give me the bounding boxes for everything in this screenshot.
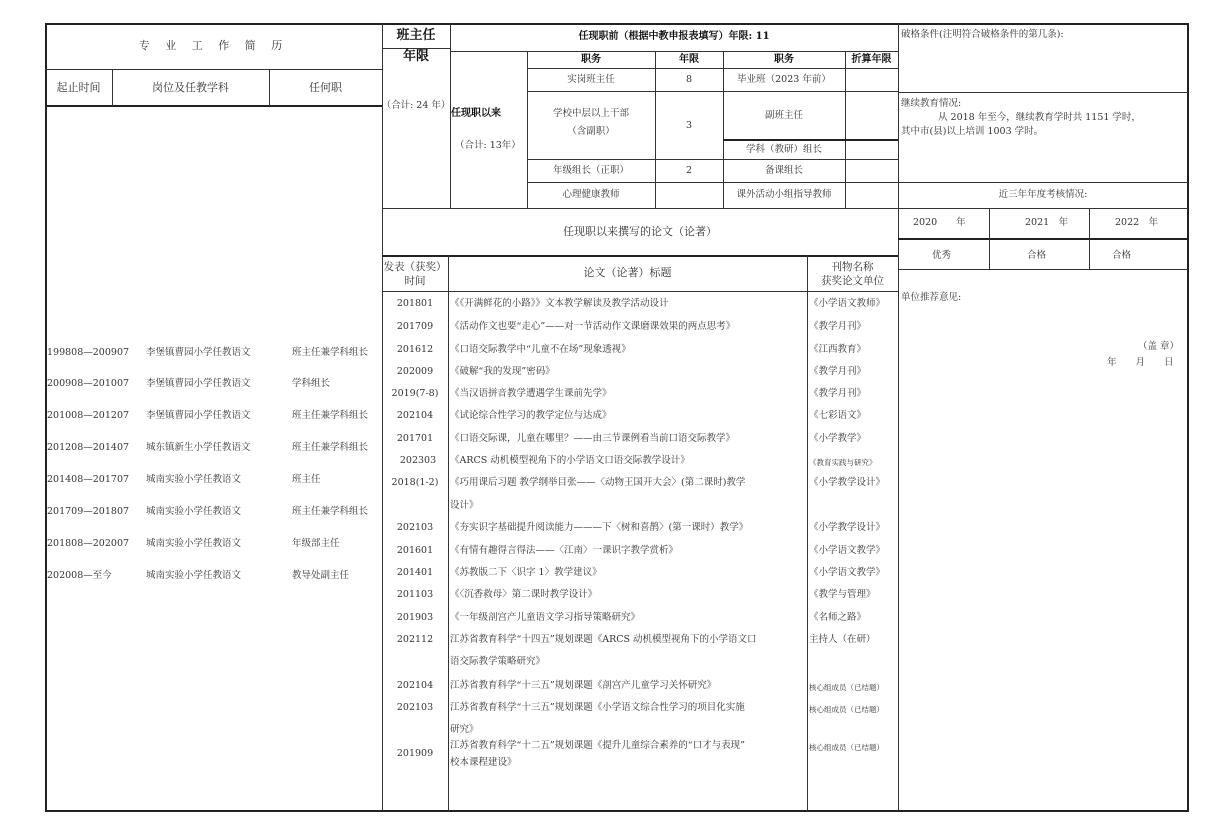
paper-journal: 《小学教学》 (809, 433, 867, 444)
paper-title: 《巧用课后习题 教学纲举目张——〈动物王国开大会〉(第二课时)教学 (450, 477, 746, 488)
paper-title: 《破解“我的发现”密码》 (450, 366, 555, 377)
paper-time: 202303 (399, 455, 437, 466)
history-post: 城南实验小学任教语文 (146, 474, 242, 485)
paper-time: 201601 (396, 545, 434, 556)
paper-journal: 《小学教学设计》 (809, 477, 886, 488)
assessment-year: 2022 年 (1115, 217, 1159, 228)
papers-header-time-2: 时间 (404, 275, 426, 287)
history-period: 201208—201407 (47, 442, 130, 453)
history-post: 城东镇新生小学任教语文 (146, 442, 251, 453)
history-post: 李堡镇曹园小学任教语文 (146, 410, 251, 421)
history-post: 城南实验小学任教语文 (146, 506, 242, 517)
paper-title: 江苏省教育科学“十三五”规划课题《小学语文综合性学习的项目化实施 (450, 702, 745, 713)
history-period: 201008—201207 (47, 410, 130, 421)
paper-title-cont: 校本课程建设》 (450, 757, 517, 768)
paper-time: 202104 (396, 410, 434, 421)
paper-journal: 核心组成员（已结题） (809, 705, 884, 714)
history-period: 202008—至今 (47, 570, 112, 581)
history-role: 班主任兼学科组长 (292, 347, 369, 358)
history-post: 城南实验小学任教语文 (146, 570, 242, 581)
paper-time: 202009 (396, 366, 434, 377)
paper-time: 2019(7-8) (391, 388, 439, 399)
paper-title: 《活动作文也要“走心”——对一节活动作文课磨课效果的两点思考》 (450, 321, 736, 332)
paper-time: 201909 (396, 748, 434, 759)
divider (898, 238, 1188, 240)
years-label: 年限 (402, 49, 429, 64)
frame-bottom (45, 810, 1189, 812)
divider (898, 269, 1188, 270)
divider (382, 255, 898, 257)
paper-journal: 《教学与管理》 (809, 589, 876, 600)
paper-title: 《口语交际课，儿童在哪里？——由三节课例看当前口语交际教学》 (450, 433, 736, 444)
paper-title-cont: 设计》 (450, 500, 479, 511)
divider (527, 182, 898, 183)
duty-name: 实岗班主任 (567, 74, 615, 85)
continuing-education-hours: 从 2018 年至今，继续教育学时共 1151 学时， (938, 112, 1141, 123)
duty2-name: 学科（教研）组长 (745, 144, 822, 155)
frame-right (1187, 23, 1189, 811)
since-current-label: 任现职以来 (451, 108, 501, 119)
paper-journal: 《小学语文教学》 (809, 567, 886, 578)
paper-journal: 主持人（在研） (809, 634, 876, 645)
col-header-duty: 职务 (581, 54, 601, 65)
paper-journal: 《名师之路》 (809, 612, 867, 623)
class-teacher-total: （合计: 24 年） (381, 100, 451, 111)
paper-time: 201103 (396, 589, 434, 600)
assessment-result: 优秀 (932, 250, 952, 261)
col-header-duty2: 职务 (774, 54, 794, 65)
divider (448, 255, 449, 811)
paper-journal: 《七彩语文》 (809, 410, 867, 421)
paper-journal: 《教学月刊》 (809, 388, 867, 399)
divider (989, 208, 990, 270)
continuing-education-training: 其中市(县)以上培训 1003 学时。 (901, 126, 1044, 137)
history-role: 教导处副主任 (292, 570, 350, 581)
paper-journal: 《小学语文教学》 (809, 545, 886, 556)
header-post: 岗位及任教学科 (152, 81, 229, 94)
work-history-title: 专 业 工 作 简 历 (138, 39, 289, 52)
paper-time: 201401 (396, 567, 434, 578)
paper-title: 《当汉语拼音教学遭遇学生课前先学》 (450, 388, 612, 399)
assessment-result: 合格 (1112, 250, 1132, 261)
duty-name: 学校中层以上干部 (552, 108, 629, 119)
history-post: 李堡镇曹园小学任教语文 (146, 378, 251, 389)
continuing-education-label: 继续教育情况: (901, 98, 962, 109)
history-post: 城南实验小学任教语文 (146, 538, 242, 549)
seal-label: （盖 章） (1138, 341, 1180, 352)
history-post: 李堡镇曹园小学任教语文 (146, 347, 251, 358)
divider (898, 208, 1188, 209)
history-role: 年级部主任 (292, 538, 340, 549)
paper-time: 201709 (396, 321, 434, 332)
paper-journal: 核心组成员（已结题） (809, 743, 884, 752)
divider (898, 92, 1188, 93)
paper-title: 江苏省教育科学“十三五”规划课题《剖宫产儿童学习关怀研究》 (450, 680, 717, 691)
divider (382, 291, 898, 292)
paper-title-cont: 语交际教学策略研究》 (450, 656, 546, 667)
divider (807, 255, 808, 811)
paper-title: 江苏省教育科学“十四五”规划课题《ARCS 动机模型视角下的小学语文口 (450, 634, 757, 645)
paper-journal: 《江西教育》 (809, 344, 867, 355)
paper-title: 《ARCS 动机模型视角下的小学语文口语交际教学设计》 (450, 455, 690, 466)
date-label: 年 月 日 (1107, 357, 1174, 368)
divider (527, 91, 898, 92)
divider (527, 159, 898, 160)
duty2-name: 备课组长 (764, 165, 803, 176)
exception-conditions-label: 破格条件(注明符合破格条件的第几条): (901, 29, 1064, 40)
paper-title: 《〈沉香救母〉第二课时教学设计》 (450, 589, 598, 600)
divider (45, 69, 382, 70)
paper-time: 201701 (396, 433, 434, 444)
paper-time: 2018(1-2) (391, 477, 439, 488)
duty-name: 心理健康教师 (562, 189, 620, 200)
assessment-result: 合格 (1027, 250, 1047, 261)
paper-journal: 《小学语文教师》 (809, 298, 886, 309)
assessment-year: 2021 年 (1025, 217, 1069, 228)
divider (723, 139, 898, 141)
divider (382, 208, 898, 209)
duty-name-sub: （含副职） (567, 126, 615, 137)
duty-years: 2 (685, 165, 693, 176)
col-header-converted: 折算年限 (851, 54, 892, 65)
paper-title: 《有情有趣得言得法——〈江南〉一课识字教学赏析》 (450, 545, 679, 556)
paper-journal: 《教学月刊》 (809, 366, 867, 377)
paper-time: 202112 (396, 634, 434, 645)
paper-title: 《苏教版二下〈识字 1〉教学建议》 (450, 567, 602, 578)
papers-title: 任现职以来撰写的论文（论著） (563, 225, 717, 238)
paper-journal: 《教育实践与研究》 (809, 458, 877, 467)
paper-time: 201612 (396, 344, 434, 355)
paper-journal: 《教学月刊》 (809, 321, 867, 332)
paper-journal: 核心组成员（已结题） (809, 683, 884, 692)
divider (898, 23, 899, 811)
assessment-title: 近三年年度考核情况: (998, 189, 1088, 200)
history-period: 200908—201007 (47, 378, 130, 389)
frame-top (45, 23, 1189, 25)
history-role: 学科组长 (292, 378, 331, 389)
paper-title: 江苏省教育科学“十二五”规划课题《提升儿童综合素养的“口才与表现” (450, 740, 745, 751)
papers-header-time: 发表（获奖） (383, 261, 447, 273)
history-period: 201709—201807 (47, 506, 130, 517)
history-period: 201808—202007 (47, 538, 130, 549)
history-period: 201408—201707 (47, 474, 130, 485)
header-role: 任何职 (309, 81, 342, 94)
history-role: 班主任 (292, 474, 321, 485)
divider (450, 51, 898, 52)
class-teacher-label: 班主任 (396, 28, 436, 43)
history-role: 班主任兼学科组长 (292, 442, 369, 453)
paper-title: 《夯实识字基础提升阅读能力———下〈树和喜鹊〉(第一课时）教学》 (450, 522, 749, 533)
col-header-years: 年限 (679, 54, 699, 65)
before-current-title: 任现职前（根据中教申报表填写）年限: 11 (578, 31, 770, 42)
paper-time: 202103 (396, 522, 434, 533)
duty2-name: 副班主任 (764, 110, 803, 121)
papers-header-journal: 刊物名称 (831, 261, 874, 273)
paper-title: 《《开满鲜花的小路》》文本教学解读及教学活动设计 (450, 298, 669, 309)
paper-journal: 《小学教学设计》 (809, 522, 886, 533)
duty-name: 年级组长（正职） (552, 165, 629, 176)
duty2-name: 毕业班（2023 年前） (737, 74, 831, 85)
duty-years: 8 (685, 74, 693, 85)
paper-title-cont: 研究》 (450, 724, 479, 735)
history-role: 班主任兼学科组长 (292, 410, 369, 421)
paper-title: 《试论综合性学习的教学定位与达成》 (450, 410, 612, 421)
paper-time: 202104 (396, 680, 434, 691)
duty2-name: 课外活动小组指导教师 (736, 189, 832, 200)
paper-time: 201903 (396, 612, 434, 623)
paper-time: 202103 (396, 702, 434, 713)
papers-header-title: 论文（论著）标题 (583, 266, 672, 279)
assessment-year: 2020 年 (913, 217, 966, 228)
paper-title: 《一年级剖宫产儿童语文学习指导策略研究》 (450, 612, 641, 623)
since-current-total: （合计: 13年） (455, 140, 521, 151)
papers-header-journal-2: 获奖论文单位 (821, 275, 884, 287)
history-period: 199808—200907 (47, 347, 130, 358)
divider (845, 51, 846, 208)
paper-time: 201801 (396, 298, 434, 309)
paper-title: 《口语交际教学中“儿童不在场”现象透视》 (450, 344, 631, 355)
history-role: 班主任兼学科组长 (292, 506, 369, 517)
divider (1089, 208, 1090, 270)
divider (898, 182, 1188, 183)
duty-years: 3 (685, 120, 693, 131)
unit-recommendation-label: 单位推荐意见: (901, 292, 962, 303)
divider (527, 68, 898, 69)
divider (45, 105, 382, 107)
header-period: 起止时间 (56, 81, 101, 94)
